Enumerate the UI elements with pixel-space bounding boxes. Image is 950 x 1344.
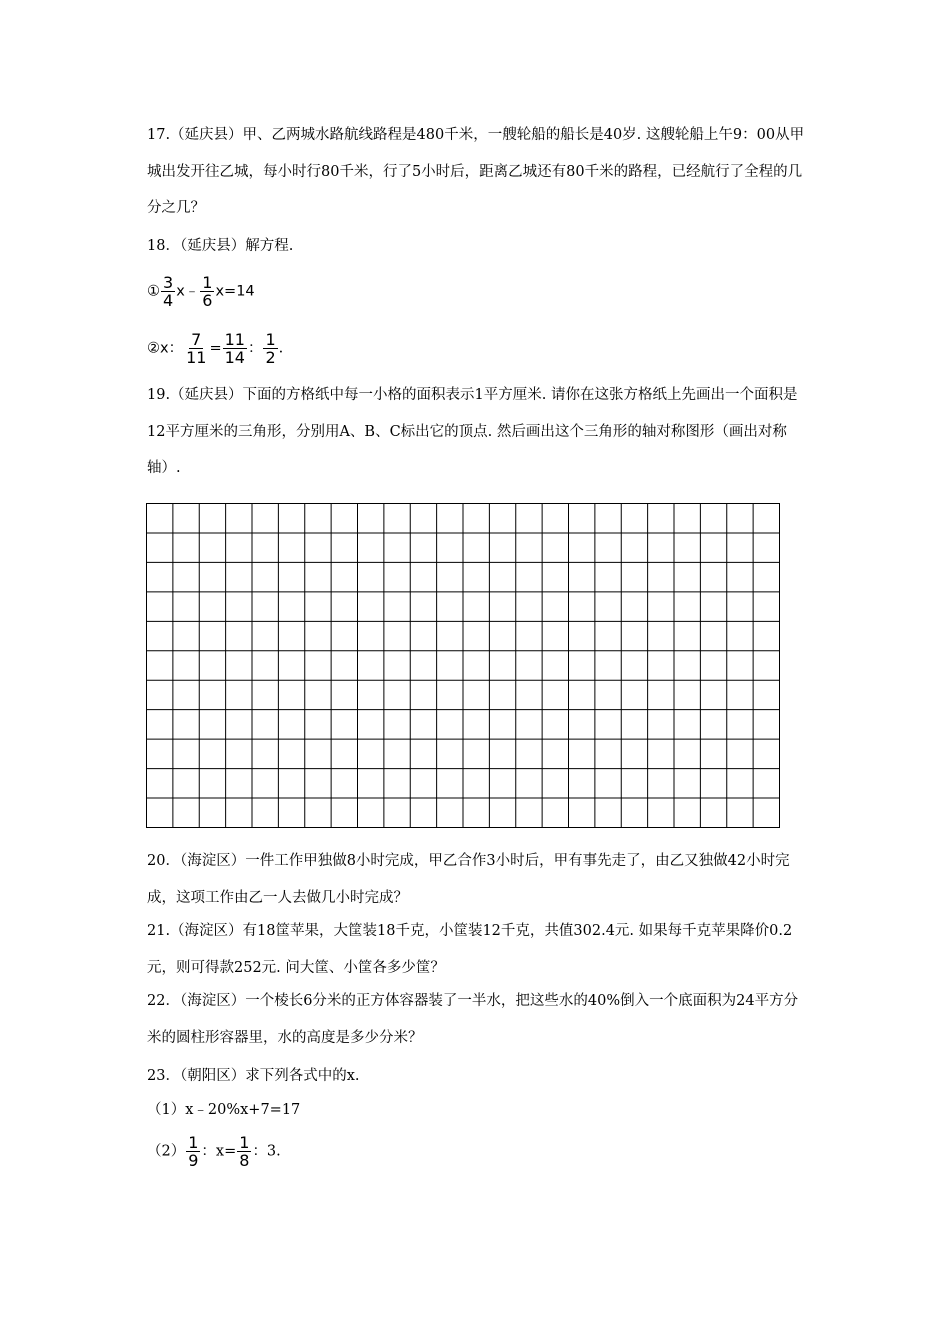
fraction-numerator: 1: [202, 273, 213, 292]
question-17: 17.（延庆县）甲、乙两城水路航线路程是480千米，一艘轮船的船长是40岁. 这艘轮船上午9：00从甲城出发开往乙城，每小时行80千米，行了5小时后，距离乙城还有80千米的路程，已经航行了全程的几分之几？: [147, 127, 805, 216]
equation-tail: .: [278, 340, 284, 357]
question-23-title: 23．（朝阳区）求下列各式中的x.: [147, 1068, 360, 1084]
question-19: 19.（延庆县）下面的方格纸中每一小格的面积表示1平方厘米. 请你在这张方格纸上先画出一个面积是12平方厘米的三角形，分别用A、B、C标出它的顶点. 然后画出这个三角形的轴对称图形（画出对称轴）.: [147, 387, 798, 476]
equation-marker: ②: [147, 340, 160, 357]
fraction-one-ninth: [186, 1134, 200, 1169]
fraction-denominator: 14: [224, 348, 245, 367]
fraction-numerator: 11: [224, 330, 245, 349]
fraction-numerator: 1: [188, 1133, 199, 1152]
fraction-one-sixth: [200, 274, 214, 309]
fraction-denominator: 11: [186, 348, 207, 367]
fraction-denominator: 9: [188, 1151, 199, 1170]
question-20: 20．（海淀区）一件工作甲独做8小时完成，甲乙合作3小时后，甲有事先走了，由乙又独做42小时完成，这项工作由乙一人去做几小时完成？: [147, 853, 790, 906]
equation-head: x：: [160, 340, 184, 357]
question-23-equation-2: [147, 1134, 281, 1169]
fraction-numerator: 7: [191, 330, 202, 349]
question-18-equation-1: [147, 274, 255, 309]
ratio-separator: ：: [247, 340, 263, 357]
fraction-one-half: [263, 331, 277, 366]
equation-equals: =: [209, 340, 222, 357]
fraction-one-eighth: [237, 1134, 251, 1169]
fraction-numerator: 3: [163, 273, 174, 292]
equation-marker: ①: [147, 283, 160, 300]
equation-marker: （2）: [147, 1143, 186, 1160]
fraction-three-quarters: [161, 274, 175, 309]
fraction-denominator: 8: [239, 1151, 250, 1170]
question-22: 22．（海淀区）一个棱长6分米的正方体容器装了一半水，把这些水的40%倒入一个底面积为24平方分米的圆柱形容器里，水的高度是多少分米？: [147, 993, 799, 1046]
equation-operator: x﹣: [176, 283, 200, 300]
fraction-numerator: 1: [239, 1133, 250, 1152]
fraction-denominator: 4: [163, 291, 174, 310]
fraction-eleven-fourteenths: [223, 331, 247, 366]
equation-tail: ：3.: [252, 1143, 281, 1160]
square-grid-paper: [146, 503, 780, 828]
fraction-seven-elevenths: [184, 331, 208, 366]
fraction-numerator: 1: [265, 330, 276, 349]
question-21: 21.（海淀区）有18筐苹果，大筐装18千克，小筐装12千克，共值302.4元. 如果每千克苹果降价0.2元，则可得款252元. 问大筐、小筐各多少筐？: [147, 923, 793, 976]
equation-tail: x=14: [215, 283, 255, 300]
question-18-equation-2: [147, 331, 283, 366]
fraction-denominator: 2: [265, 348, 276, 367]
equation-middle: ：x=: [201, 1143, 237, 1160]
fraction-denominator: 6: [202, 291, 213, 310]
question-23-equation-1: （1）x﹣20%x+7=17: [147, 1102, 301, 1118]
question-18-title: 18．（延庆县）解方程.: [147, 238, 294, 254]
